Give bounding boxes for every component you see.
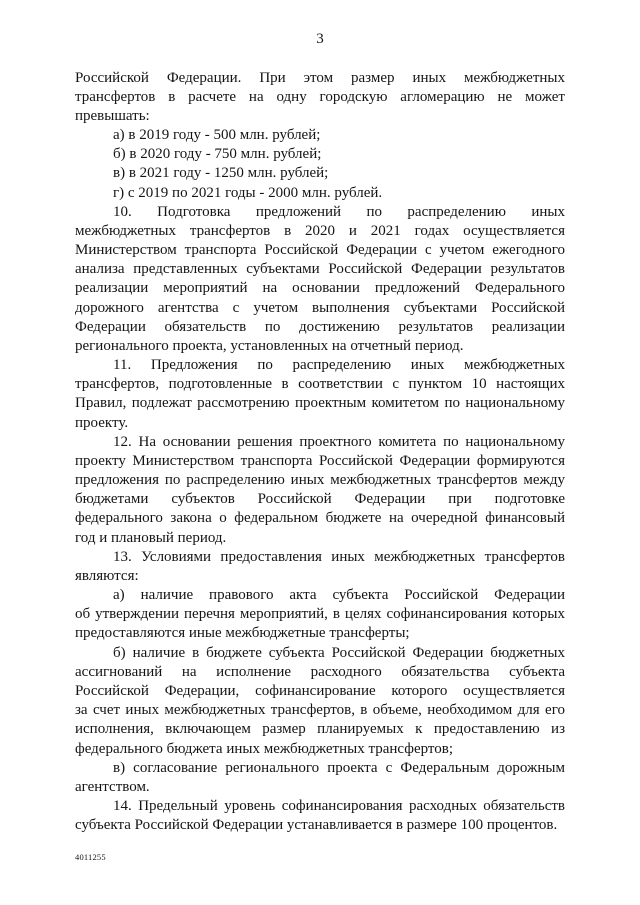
text-line: 14. Предельный уровень софинансирования расходных обязательств — [113, 798, 565, 815]
text-line: трансфертов в расчете на одну городскую агломерацию не может — [75, 88, 565, 105]
text-line: исполнения, включающем размер планируемых к предоставлению из — [75, 721, 565, 738]
text-line: б) наличие в бюджете субъекта Российской Федерации бюджетных — [113, 644, 565, 661]
limit-item-2021 — [75, 164, 565, 183]
text-line: реализации мероприятий на основании предложений Федерального — [75, 280, 565, 297]
text-line: проекту Министерством транспорта Российской Федерации формируются — [75, 452, 565, 469]
text-line: год и плановый период. — [75, 529, 227, 546]
clause-13 — [75, 548, 565, 586]
text-line: 12. На основании решения проектного комитета по национальному — [113, 433, 565, 450]
text-line: 10. Подготовка предложений по распределению иных — [113, 203, 565, 220]
clause-11 — [75, 356, 565, 433]
limit-item-2019 — [75, 126, 565, 145]
clause-14 — [75, 797, 565, 835]
limit-item-total — [75, 184, 565, 203]
document-code: 4011255 — [75, 852, 106, 862]
limit-item-2020 — [75, 145, 565, 164]
text-line: за счет иных межбюджетных трансфертов, в объеме, необходимом для его — [75, 702, 565, 719]
text-line: бюджетами субъектов Российской Федерации при подготовке — [75, 491, 565, 508]
text-line: Российской Федерации, софинансирование которого осуществляется — [75, 683, 565, 699]
text-line: Российской Федерации. При этом размер иных межбюджетных — [75, 69, 565, 86]
text-line: в) в 2021 году - 1250 млн. рублей; — [113, 165, 329, 182]
text-line: Федерации обязательств по достижению результатов реализации — [75, 318, 565, 335]
text-line: проекту. — [75, 414, 129, 431]
text-line: являются: — [75, 567, 139, 584]
clause-10 — [75, 203, 565, 356]
clause-13-item-b — [75, 644, 565, 759]
text-line: анализа представленных субъектами Российской Федерации результатов — [75, 261, 565, 278]
clause-12 — [75, 433, 565, 548]
text-line: превышать: — [75, 107, 150, 124]
text-line: предложения по распределению иных межбюджетных трансфертов между — [75, 472, 565, 489]
text-line: федерального закона о федеральном бюджете на очередной финансовый — [75, 510, 565, 527]
page-number: 3 — [316, 31, 324, 47]
paragraph-continuation — [75, 69, 565, 127]
text-line: дорожного агентства с учетом выполнения субъектами Российской — [75, 299, 565, 316]
text-line: Правил, подлежат рассмотрению проектным комитетом по национальному — [75, 395, 565, 412]
text-line: об утверждении перечня мероприятий, в целях софинансирования которых — [75, 606, 565, 623]
text-line: б) в 2020 году - 750 млн. рублей; — [113, 146, 322, 163]
text-line: субъекта Российской Федерации устанавливается в размере 100 процентов. — [75, 817, 558, 834]
text-line: 11. Предложения по распределению иных межбюджетных — [113, 357, 565, 374]
text-line: межбюджетных трансфертов в 2020 и 2021 годах осуществляется — [75, 222, 565, 239]
text-line: 13. Условиями предоставления иных межбюджетных трансфертов — [113, 548, 565, 565]
text-line: федерального бюджета иных межбюджетных трансфертов; — [75, 740, 454, 757]
text-line: ассигнований на исполнение расходного обязательства субъекта — [75, 663, 565, 680]
clause-13-item-a — [75, 586, 565, 644]
text-line: трансфертов, подготовленные в соответствии с пунктом 10 настоящих — [75, 376, 565, 393]
text-line: агентством. — [75, 778, 150, 795]
text-line: в) согласование регионального проекта с Федеральным дорожным — [113, 759, 565, 776]
document-body — [75, 69, 565, 836]
text-line: Министерством транспорта Российской Федерации с учетом ежегодного — [75, 242, 565, 259]
text-line: г) с 2019 по 2021 годы - 2000 млн. рублей. — [113, 184, 383, 201]
text-line: а) в 2019 году - 500 млн. рублей; — [113, 127, 321, 144]
clause-13-item-c — [75, 759, 565, 797]
text-line: регионального проекта, установленных на отчетный период. — [75, 337, 464, 354]
text-line: а) наличие правового акта субъекта Российской Федерации — [113, 587, 565, 604]
text-line: предоставляются иные межбюджетные трансферты; — [75, 625, 410, 642]
